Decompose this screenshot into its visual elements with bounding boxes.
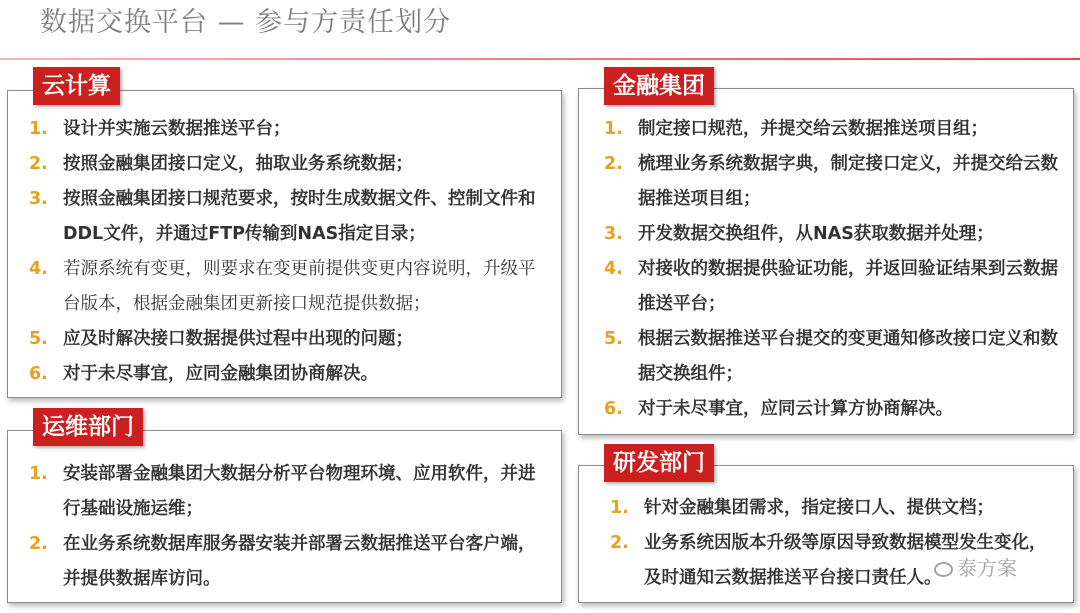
list-item: [29, 322, 549, 357]
item-number: 4.: [604, 259, 623, 279]
watermark-text: 泰方案: [957, 556, 1017, 580]
item-number: 3.: [29, 189, 48, 209]
list-item: [29, 147, 549, 182]
title-divider: [0, 58, 1080, 60]
item-text: 对于未尽事宜，应同金融集团协商解决。: [63, 364, 378, 384]
item-text: 根据云数据推送平台提交的变更通知修改接口定义和数据交换组件；: [638, 329, 1058, 384]
item-text: 针对金融集团需求，指定接口人、提供文档；: [644, 498, 994, 518]
page-title: 数据交换平台 — 参与方责任划分: [40, 7, 452, 38]
item-text: 对于未尽事宜，应同云计算方协商解决。: [638, 399, 953, 419]
rd-tag: 研发部门: [604, 444, 714, 482]
item-number: 2.: [604, 154, 623, 174]
list-item: [29, 527, 551, 597]
item-text: 开发数据交换组件，从NAS获取数据并处理；: [638, 224, 994, 244]
item-text: 安装部署金融集团大数据分析平台物理环境、应用软件，并进行基础设施运维；: [63, 464, 536, 519]
cloud-item-list: [29, 112, 549, 392]
list-item: [29, 357, 549, 392]
item-text: 若源系统有变更，则要求在变更前提供变更内容说明，升级平台版本，根据金融集团更新接口规范提供数据；: [63, 259, 536, 314]
ops-item-list: [29, 457, 551, 597]
item-text: 在业务系统数据库服务器安装并部署云数据推送平台客户端，并提供数据库访问。: [63, 534, 536, 589]
item-text: 制定接口规范，并提交给云数据推送项目组；: [638, 119, 988, 139]
item-number: 5.: [29, 329, 48, 349]
finance-tag: 金融集团: [604, 67, 714, 105]
watermark: [934, 552, 1017, 581]
list-item: [604, 112, 1060, 147]
list-item: [604, 147, 1060, 217]
list-item: [604, 217, 1060, 252]
item-text: 设计并实施云数据推送平台；: [63, 119, 291, 139]
item-number: 6.: [29, 364, 48, 384]
item-number: 1.: [29, 464, 48, 484]
list-item: [604, 252, 1060, 322]
list-item: [29, 182, 549, 252]
item-number: 2.: [29, 154, 48, 174]
item-number: 1.: [29, 119, 48, 139]
item-number: 4.: [29, 259, 48, 279]
item-number: 2.: [29, 534, 48, 554]
item-number: 3.: [604, 224, 623, 244]
list-item: [604, 392, 1060, 427]
item-text: 应及时解决接口数据提供过程中出现的问题；: [63, 329, 413, 349]
item-text: 按照金融集团接口定义，抽取业务系统数据；: [63, 154, 413, 174]
list-item: [29, 112, 549, 147]
list-item: [604, 322, 1060, 392]
item-text: 梳理业务系统数据字典，制定接口定义，并提交给云数据推送项目组；: [638, 154, 1058, 209]
list-item: [610, 491, 1062, 526]
item-number: 1.: [604, 119, 623, 139]
item-number: 5.: [604, 329, 623, 349]
list-item: [29, 457, 551, 527]
item-text: 按照金融集团接口规范要求，按时生成数据文件、控制文件和DDL文件，并通过FTP传输到NAS指定目录；: [63, 189, 536, 244]
item-number: 1.: [610, 498, 629, 518]
item-text: 对接收的数据提供验证功能，并返回验证结果到云数据推送平台；: [638, 259, 1058, 314]
item-number: 2.: [610, 533, 629, 553]
wechat-icon: [934, 562, 953, 577]
item-text: 业务系统因版本升级等原因导致数据模型发生变化，及时通知云数据推送平台接口责任人。: [644, 533, 1047, 588]
finance-item-list: [604, 112, 1060, 427]
cloud-tag: 云计算: [33, 67, 120, 105]
item-number: 6.: [604, 399, 623, 419]
list-item: [29, 252, 549, 322]
ops-tag: 运维部门: [33, 408, 143, 446]
